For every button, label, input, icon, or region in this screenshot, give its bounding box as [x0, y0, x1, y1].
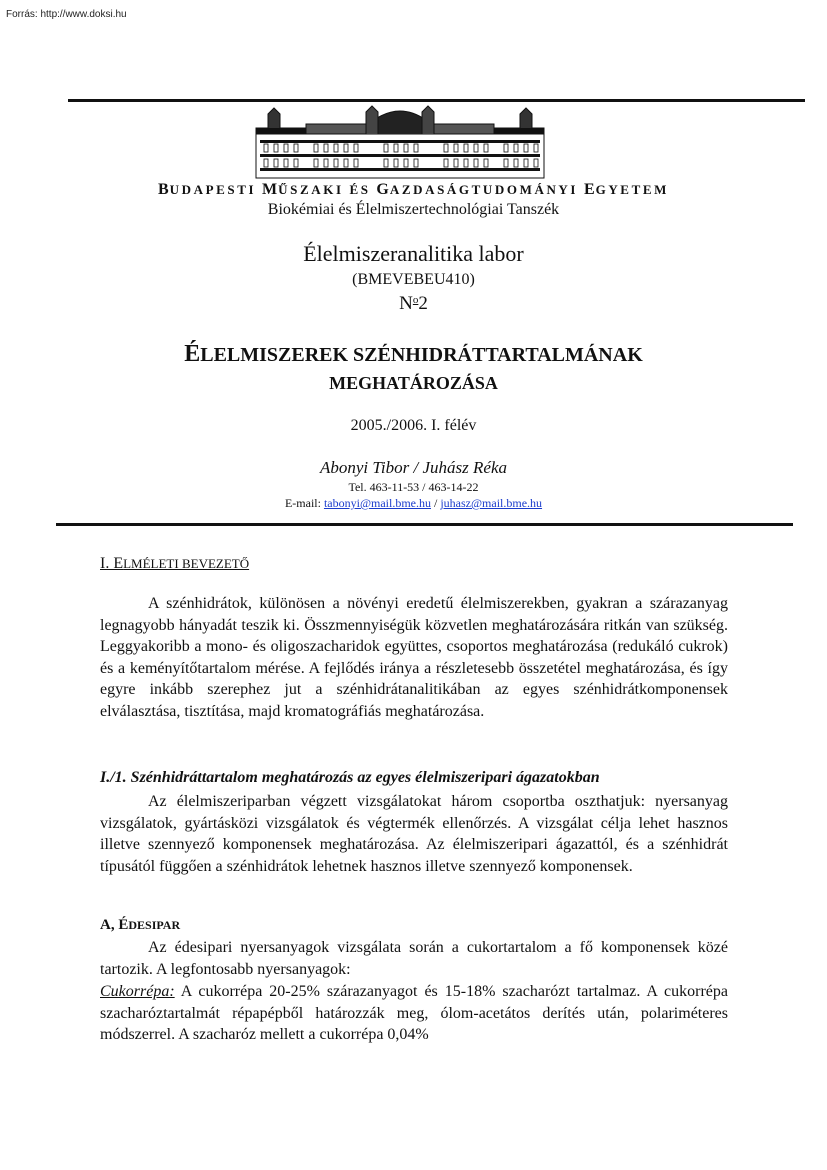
exercise-number: $N^o2$ [399, 293, 428, 314]
confectionery-paragraph: Az édesipari nyersanyagok vizsgálata során a cukortartalom a fő komponensek közé tartozik. A legfontosabb nyersanyagok: [100, 939, 728, 978]
source-note: Forrás: http://www.doksi.hu [6, 9, 127, 20]
industries-paragraph: Az élelmiszeriparban végzett vizsgálatokat három csoportba oszthatjuk: nyersanyag vizsgálatok, gyártásközi vizsgálatok és végtermék ellenőrzés. A vizsgálat célja lehet hasznos illetve szennyező komponensek meghatározása. Az élelmiszeripari ágazattól, és a szénhidrát típusától függően a szénhidrátok lehetnek hasznos illetve szennyező komponensek. [100, 793, 728, 875]
document-title-line1: ÉLELMISZEREK SZÉNHIDRÁTTARTALMÁNAK [184, 341, 643, 367]
university-name: BUDAPESTI MŰSZAKI ÉS GAZDASÁGTUDOMÁNYI EGYETEM [157, 181, 669, 198]
email-link-juhasz[interactable]: juhasz@mail.bme.hu [440, 496, 543, 510]
header-divider [56, 523, 793, 526]
lab-title: Élelmiszeranalitika labor [303, 241, 524, 266]
subsection-heading-confectionery: A, ÉDESIPAR [100, 917, 181, 933]
telephone: Tel. 463-11-53 / 463-14-22 [348, 480, 479, 494]
intro-paragraph: A szénhidrátok, különösen a növényi eredetű élelmiszerekben, gyakran a szárazanyag legnagyobb hányadát teszik ki. Összmennyiségük közvetlen meghatározására ritkán van szükség. Leggyakoribb a mono- és oligoszacharidok együttes, csoportos meghatározása (redukáló cukrok) és a keményítőtartalom mérése. A fejlődés iránya a részletesebb összetétel meghatározása, és így egyre inkább szerephez jut a szénhidrátanalitikában az egyes szénhidrátkomponensek elválasztása, tisztítása, majd kromatográfiás meghatározása. [100, 595, 728, 720]
email-line: E-mail: tabonyi@mail.bme.hu / juhasz@mail.bme.hu [284, 496, 543, 510]
sugar-beet-paragraph: Cukorrépa: A cukorrépa 20-25% szárazanyagot és 15-18% szacharózt tartalmaz. A cukorrépa szacharóztartalmát répapépből határozzák meg, ólom-acetátos derítés után, polariméteres módszerrel. A szacharóz mellett a cukorrépa 0,04% [100, 983, 728, 1044]
authors: Abonyi Tibor / Juhász Réka [320, 458, 507, 477]
document-title-line2: MEGHATÁROZÁSA [329, 373, 498, 393]
university-building-logo [254, 104, 546, 180]
subsection-heading-industries: I./1. Szénhidráttartalom meghatározás az egyes élelmiszeripari ágazatokban [100, 769, 600, 786]
semester: 2005./2006. I. félév [350, 417, 477, 434]
email-link-abonyi[interactable]: tabonyi@mail.bme.hu [323, 496, 431, 510]
course-code: (BMEVEBEU410) [352, 271, 475, 288]
section-heading-intro: I. ELMÉLETI BEVEZETŐ [100, 555, 250, 572]
top-divider [68, 99, 805, 102]
department-name: Biokémiai és Élelmiszertechnológiai Tanszék [267, 201, 560, 218]
